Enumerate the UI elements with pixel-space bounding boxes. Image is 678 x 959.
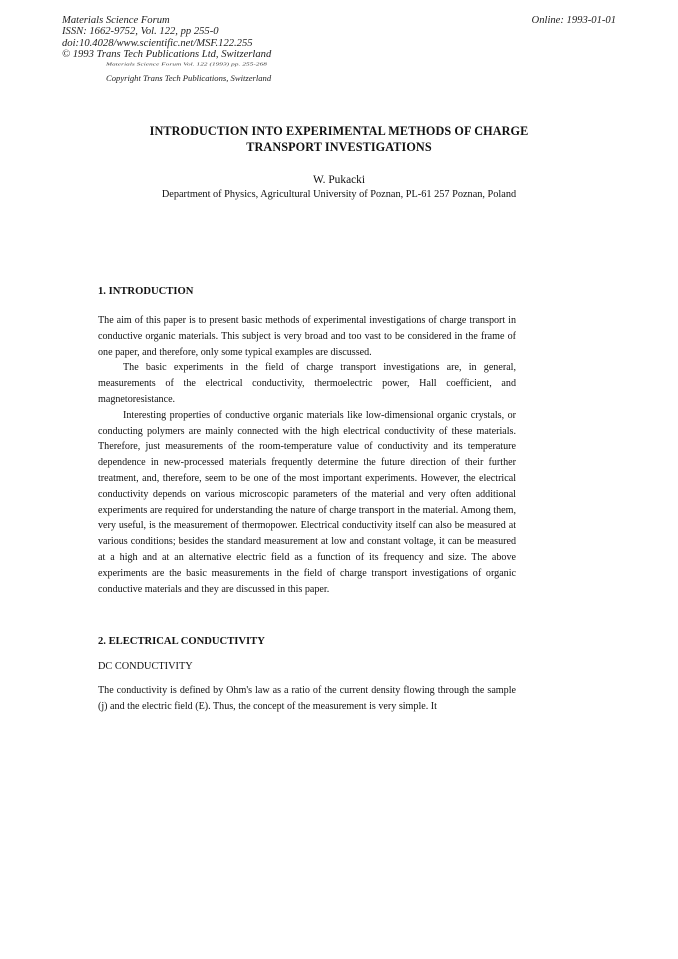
meta-line-copyright: © 1993 Trans Tech Publications Ltd, Switzerland	[62, 49, 272, 61]
online-date: Online: 1993-01-01	[531, 15, 616, 26]
publication-metadata	[62, 15, 271, 61]
paragraph: The conductivity is defined by Ohm's law as a ratio of the current density flowing through the sample (j) and the electric field (E). Thus, the concept of the measurement is very simple. It	[98, 685, 516, 712]
journal-citation-line: Materials Science Forum Vol. 122 (1993) pp. 255-268	[106, 62, 268, 67]
publisher-copyright: Copyright Trans Tech Publications, Switzerland	[106, 73, 272, 83]
article-title	[0, 123, 678, 155]
meta-line-journal: Materials Science Forum	[62, 15, 170, 26]
section-heading-introduction: 1. INTRODUCTION	[98, 286, 194, 297]
author-affiliation: Department of Physics, Agricultural University of Poznan, PL-61 257 Poznan, Poland	[161, 189, 517, 200]
paragraph: The basic experiments in the field of charge transport investigations are, in general, measurements of the electrical conductivity, thermoelectric power, Hall coefficient, and magnetoresistance.	[98, 362, 516, 405]
section-heading-electrical-conductivity: 2. ELECTRICAL CONDUCTIVITY	[98, 636, 265, 647]
subheading-dc-conductivity: DC CONDUCTIVITY	[98, 661, 193, 672]
paragraph: Interesting properties of conductive organic materials like low-dimensional organic crystals, or conducting polymers are mainly connected with the high electrical conductivity of these materials. Therefore, just measurements of the room-temperature value of conductivity and its temperature dependence in new-processed materials frequently determine the future direction of their further treatment, and, therefore, seem to be one of the most important experiments. However, the electrical conductivity depends on various microscopic parameters of the material and very often additional experiments are required for understanding the nature of charge transport in the material. Among them, very useful, is the measurement of thermopower. Electrical conductivity itself can also be measured at various conditions; besides the standard measurement at low and constant voltage, it can be measured at a high and at an alternative electric field as a function of its frequency and size. The above experiments are the basic measurements in the field of charge transport investigations of organic conductive materials and they are discussed in this paper.	[98, 409, 516, 595]
meta-line-doi: doi:10.4028/www.scientific.net/MSF.122.255	[62, 37, 253, 49]
meta-line-issn: ISSN: 1662-9752, Vol. 122, pp 255-0	[62, 26, 219, 38]
title-line-2: TRANSPORT INVESTIGATIONS	[246, 140, 432, 154]
title-line-1: INTRODUCTION INTO EXPERIMENTAL METHODS OF CHARGE	[149, 124, 529, 138]
dc-conductivity-body	[98, 683, 516, 715]
author-name: W. Pukacki	[312, 174, 366, 186]
paragraph: The aim of this paper is to present basic methods of experimental investigations of charge transport in conductive organic materials. This subject is very broad and too vast to be considered in the frame of one paper, and therefore, only some typical examples are discussed.	[98, 315, 516, 358]
introduction-body	[98, 313, 516, 597]
